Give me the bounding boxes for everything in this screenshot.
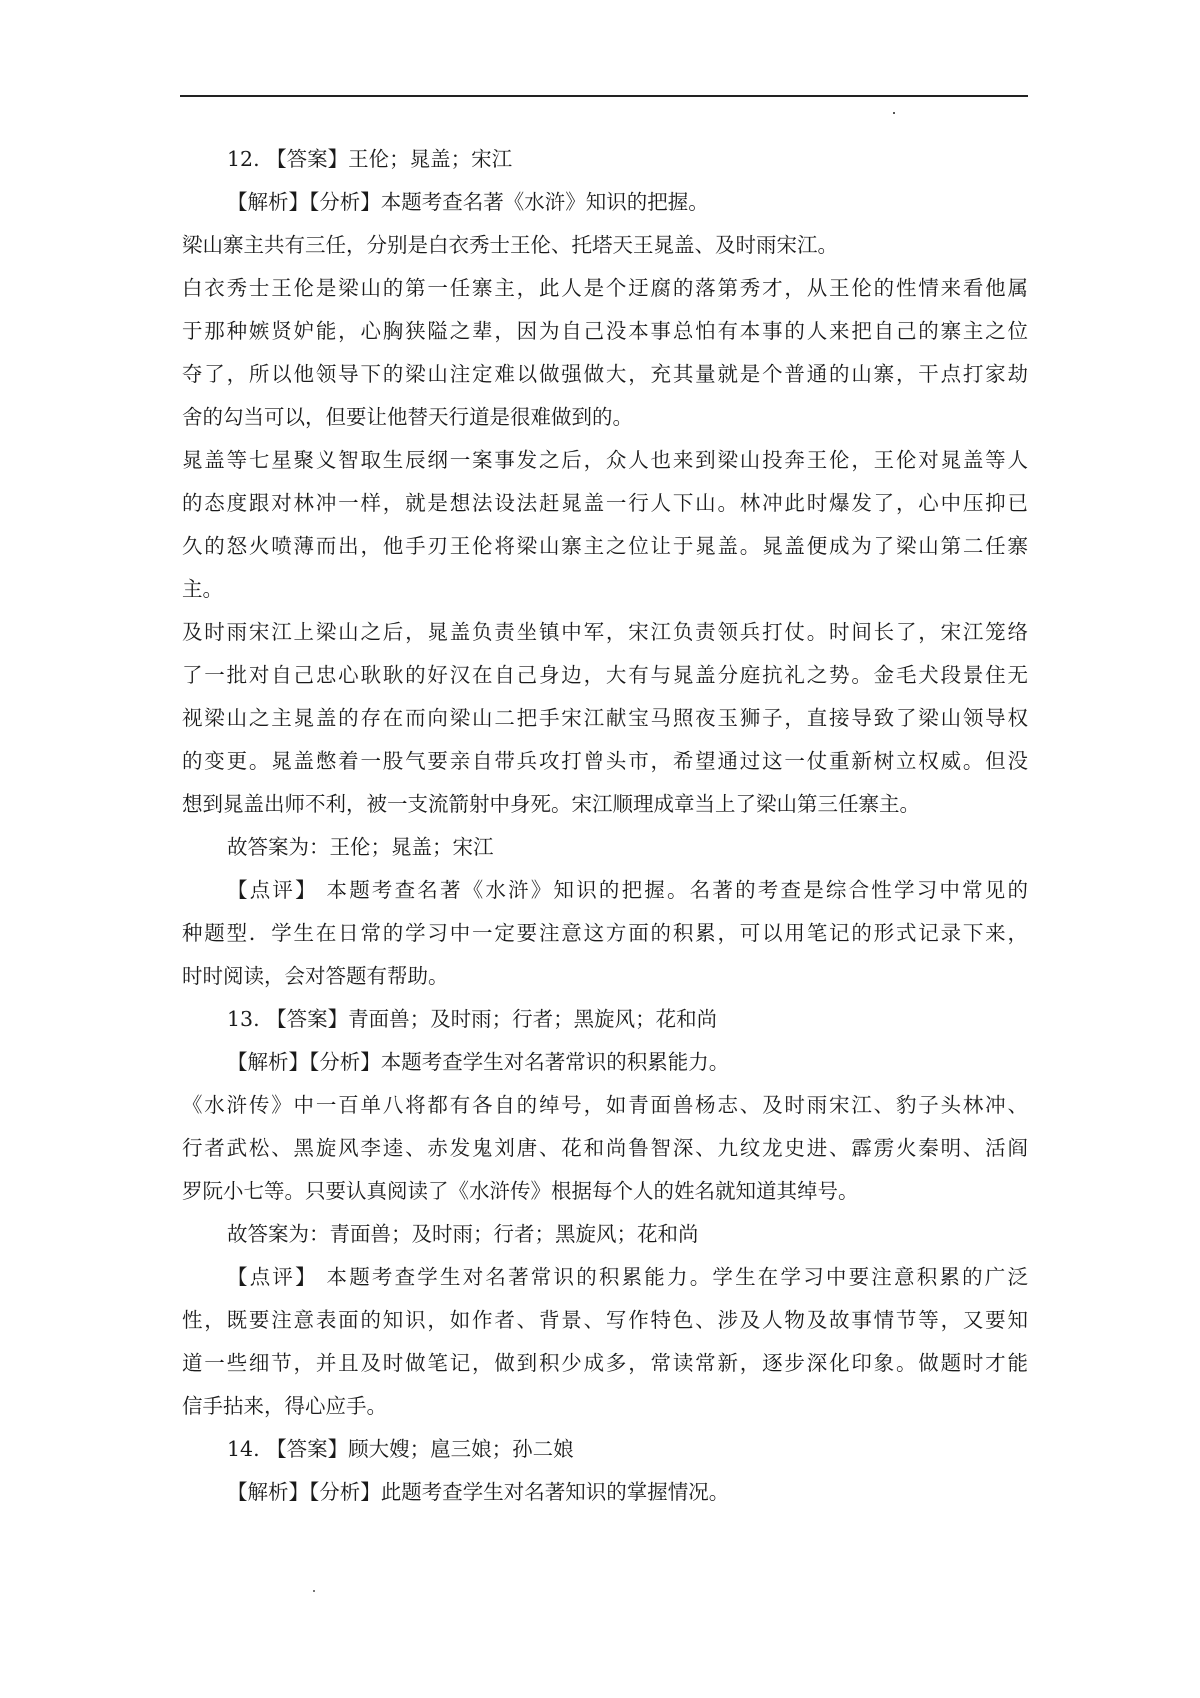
q13-line: 《水浒传》中一百单八将都有各自的绰号，如青面兽杨志、及时雨宋江、豹子头林冲、 <box>182 1093 1028 1117</box>
q12-line: 及时雨宋江上梁山之后，晁盖负责坐镇中军，宋江负责领兵打仗。时间长了，宋江笼络 <box>182 620 1028 644</box>
footer-mark <box>313 1590 315 1592</box>
q14-analysis-head: 【解析】【分析】此题考查学生对名著知识的掌握情况。 <box>227 1480 730 1504</box>
q12-analysis-head: 【解析】【分析】本题考查名著《水浒》知识的把握。 <box>227 190 709 214</box>
q12-line: 舍的勾当可以，但要让他替天行道是很难做到的。 <box>182 405 633 429</box>
q12-comment: 【点评】 本题考查名著《水浒》知识的把握。名著的考查是综合性学习中常见的 <box>227 878 1028 902</box>
q12-line: 的态度跟对林冲一样，就是想法设法赶晁盖一行人下山。林冲此时爆发了，心中压抑已 <box>182 491 1028 515</box>
q13-line: 行者武松、黑旋风李逵、赤发鬼刘唐、花和尚鲁智深、九纹龙史进、霹雳火秦明、活阎 <box>182 1136 1028 1160</box>
q12-line: 久的怒火喷薄而出，他手刃王伦将梁山寨主之位让于晁盖。晁盖便成为了梁山第二任寨 <box>182 534 1028 558</box>
header-mark <box>893 112 895 114</box>
q12-answer: 12. 【答案】王伦；晁盖；宋江 <box>227 147 513 171</box>
q12-line: 的变更。晁盖憋着一股气要亲自带兵攻打曾头市，希望通过这一仗重新树立权威。但没 <box>182 749 1028 773</box>
q12-line: 想到晁盖出师不利，被一支流箭射中身死。宋江顺理成章当上了梁山第三任寨主。 <box>182 792 920 816</box>
q12-line: 梁山寨主共有三任，分别是白衣秀士王伦、托塔天王晁盖、及时雨宋江。 <box>182 233 838 257</box>
q13-comment: 道一些细节，并且及时做笔记，做到积少成多，常读常新，逐步深化印象。做题时才能 <box>182 1351 1028 1375</box>
q12-line: 于那种嫉贤妒能，心胸狭隘之辈，因为自己没本事总怕有本事的人来把自己的寨主之位 <box>182 319 1028 343</box>
q12-line: 晁盖等七星聚义智取生辰纲一案事发之后，众人也来到梁山投奔王伦，王伦对晁盖等人 <box>182 448 1028 472</box>
q13-conclusion: 故答案为：青面兽；及时雨；行者；黑旋风；花和尚 <box>227 1222 699 1246</box>
q14-answer: 14. 【答案】顾大嫂；扈三娘；孙二娘 <box>227 1437 574 1461</box>
q13-comment: 性，既要注意表面的知识，如作者、背景、写作特色、涉及人物及故事情节等，又要知 <box>182 1308 1028 1332</box>
q13-comment: 信手拈来，得心应手。 <box>182 1394 387 1418</box>
q12-line: 白衣秀士王伦是梁山的第一任寨主，此人是个迂腐的落第秀才，从王伦的性情来看他属 <box>182 276 1028 300</box>
q13-comment: 【点评】 本题考查学生对名著常识的积累能力。学生在学习中要注意积累的广泛 <box>227 1265 1028 1289</box>
q12-line: 主。 <box>182 577 223 601</box>
document-body <box>182 138 1028 1514</box>
q12-comment: 种题型．学生在日常的学习中一定要注意这方面的积累，可以用笔记的形式记录下来， <box>182 921 1028 945</box>
q12-line: 夺了，所以他领导下的梁山注定难以做强做大，充其量就是个普通的山寨，干点打家劫 <box>182 362 1028 386</box>
q13-line: 罗阮小七等。只要认真阅读了《水浒传》根据每个人的姓名就知道其绰号。 <box>182 1179 859 1203</box>
q13-answer: 13. 【答案】青面兽；及时雨；行者；黑旋风；花和尚 <box>227 1007 718 1031</box>
q12-conclusion: 故答案为：王伦；晁盖；宋江 <box>227 835 494 859</box>
header-rule <box>180 95 1028 97</box>
q12-comment: 时时阅读，会对答题有帮助。 <box>182 964 449 988</box>
q12-line: 了一批对自己忠心耿耿的好汉在自己身边，大有与晁盖分庭抗礼之势。金毛犬段景住无 <box>182 663 1028 687</box>
q12-line: 视梁山之主晁盖的存在而向梁山二把手宋江献宝马照夜玉狮子，直接导致了梁山领导权 <box>182 706 1028 730</box>
q13-analysis-head: 【解析】【分析】本题考查学生对名著常识的积累能力。 <box>227 1050 730 1074</box>
